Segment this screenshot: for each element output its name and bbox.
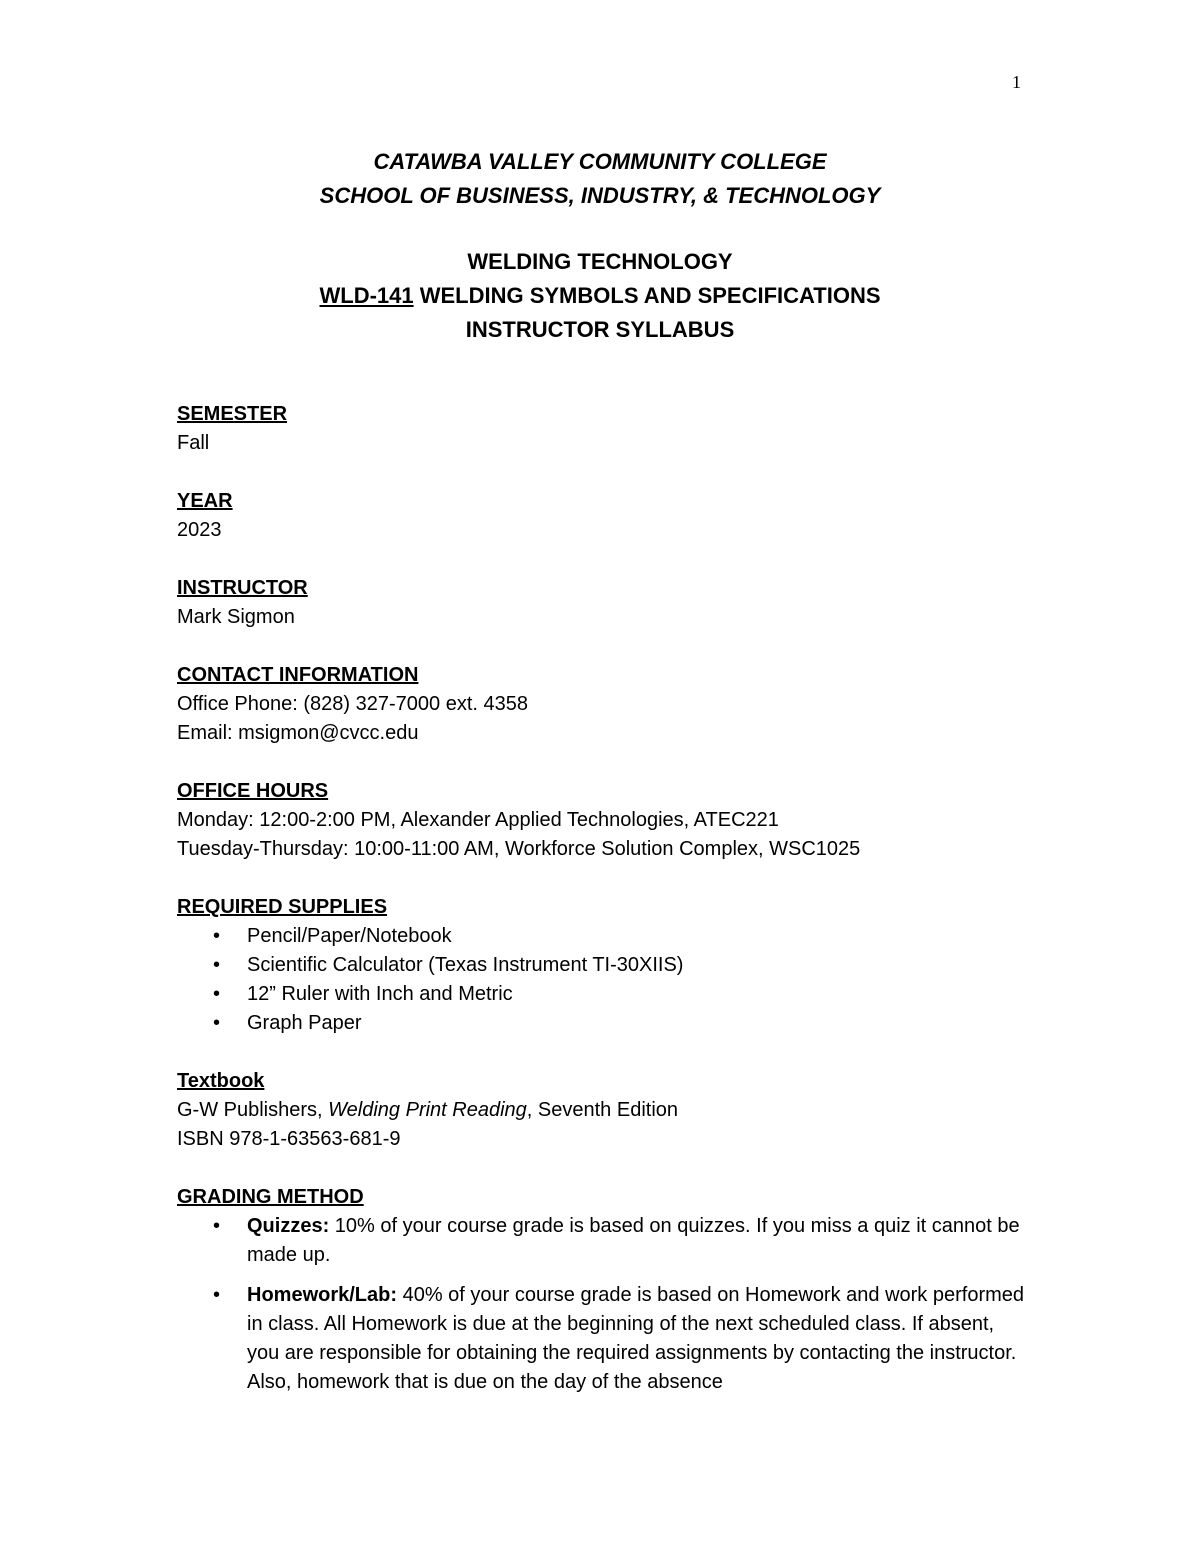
grading-heading: GRADING METHOD — [177, 1186, 364, 1208]
doc-type: INSTRUCTOR SYLLABUS — [465, 317, 735, 342]
textbook-section — [177, 1067, 1027, 1154]
bullet-icon: • — [213, 925, 221, 947]
course-code: WLD-141 — [319, 283, 414, 308]
textbook-isbn: ISBN 978-1-63563-681-9 — [177, 1128, 401, 1150]
instructor-name: Mark Sigmon — [177, 606, 295, 628]
supplies-heading: REQUIRED SUPPLIES — [177, 896, 388, 918]
instructor-section — [177, 574, 1027, 632]
bullet-icon: • — [213, 1215, 221, 1237]
list-item: • 12” Ruler with Inch and Metric — [177, 980, 1027, 1009]
program-name: WELDING TECHNOLOGY — [467, 249, 733, 274]
grading-text: 40% of your course grade is based on Homework and work performed in class. All Homework is due at the beginning of the next scheduled class. If absent, you are responsible for obtaining the required assignments by contacting the instructor. Also, homework that is due on the day of the absence — [247, 1284, 1025, 1393]
supplies-list — [177, 922, 1027, 1038]
instructor-heading: INSTRUCTOR — [177, 577, 308, 599]
office-hours-section — [177, 777, 1027, 864]
list-item: • Pencil/Paper/Notebook — [177, 922, 1027, 951]
office-hours-line: Tuesday-Thursday: 10:00-11:00 AM, Workforce Solution Complex, WSC1025 — [177, 838, 861, 860]
document-title — [0, 245, 1200, 347]
grading-text: 10% of your course grade is based on quizzes. If you miss a quiz it cannot be made up. — [247, 1215, 1020, 1266]
page-number: 1 — [1012, 72, 1021, 92]
email-address: Email: msigmon@cvcc.edu — [177, 722, 419, 744]
grading-section — [177, 1183, 1027, 1397]
semester-section — [177, 400, 1027, 458]
course-title — [0, 279, 1200, 313]
textbook-heading: Textbook — [177, 1070, 265, 1092]
syllabus-content — [177, 400, 1027, 1426]
textbook-title: Welding Print Reading — [328, 1099, 527, 1121]
year-section — [177, 487, 1027, 545]
grading-list — [177, 1212, 1027, 1397]
textbook-publisher: G-W Publishers, — [177, 1099, 329, 1121]
semester-heading: SEMESTER — [177, 403, 288, 425]
grading-label: Homework/Lab: — [247, 1284, 398, 1306]
grading-label: Quizzes: — [247, 1215, 330, 1237]
list-item — [177, 1281, 1027, 1397]
list-item — [177, 1212, 1027, 1270]
textbook-citation — [177, 1096, 1027, 1125]
bullet-icon: • — [213, 983, 221, 1005]
year-heading: YEAR — [177, 490, 233, 512]
semester-value: Fall — [177, 432, 210, 454]
course-name: WELDING SYMBOLS AND SPECIFICATIONS — [413, 283, 881, 308]
office-hours-line: Monday: 12:00-2:00 PM, Alexander Applied Technologies, ATEC221 — [177, 809, 779, 831]
textbook-edition: , Seventh Edition — [526, 1099, 679, 1121]
list-item: • Scientific Calculator (Texas Instrument TI-30XIIS) — [177, 951, 1027, 980]
bullet-icon: • — [213, 954, 221, 976]
office-phone: Office Phone: (828) 327-7000 ext. 4358 — [177, 693, 528, 715]
document-header — [0, 145, 1200, 213]
supplies-section — [177, 893, 1027, 1038]
list-item: • Graph Paper — [177, 1009, 1027, 1038]
school-name: SCHOOL OF BUSINESS, INDUSTRY, & TECHNOLOGY — [319, 183, 881, 208]
contact-section — [177, 661, 1027, 748]
year-value: 2023 — [177, 519, 222, 541]
contact-heading: CONTACT INFORMATION — [177, 664, 419, 686]
bullet-icon: • — [213, 1284, 221, 1306]
bullet-icon: • — [213, 1012, 221, 1034]
office-hours-heading: OFFICE HOURS — [177, 780, 329, 802]
college-name: CATAWBA VALLEY COMMUNITY COLLEGE — [373, 149, 827, 174]
